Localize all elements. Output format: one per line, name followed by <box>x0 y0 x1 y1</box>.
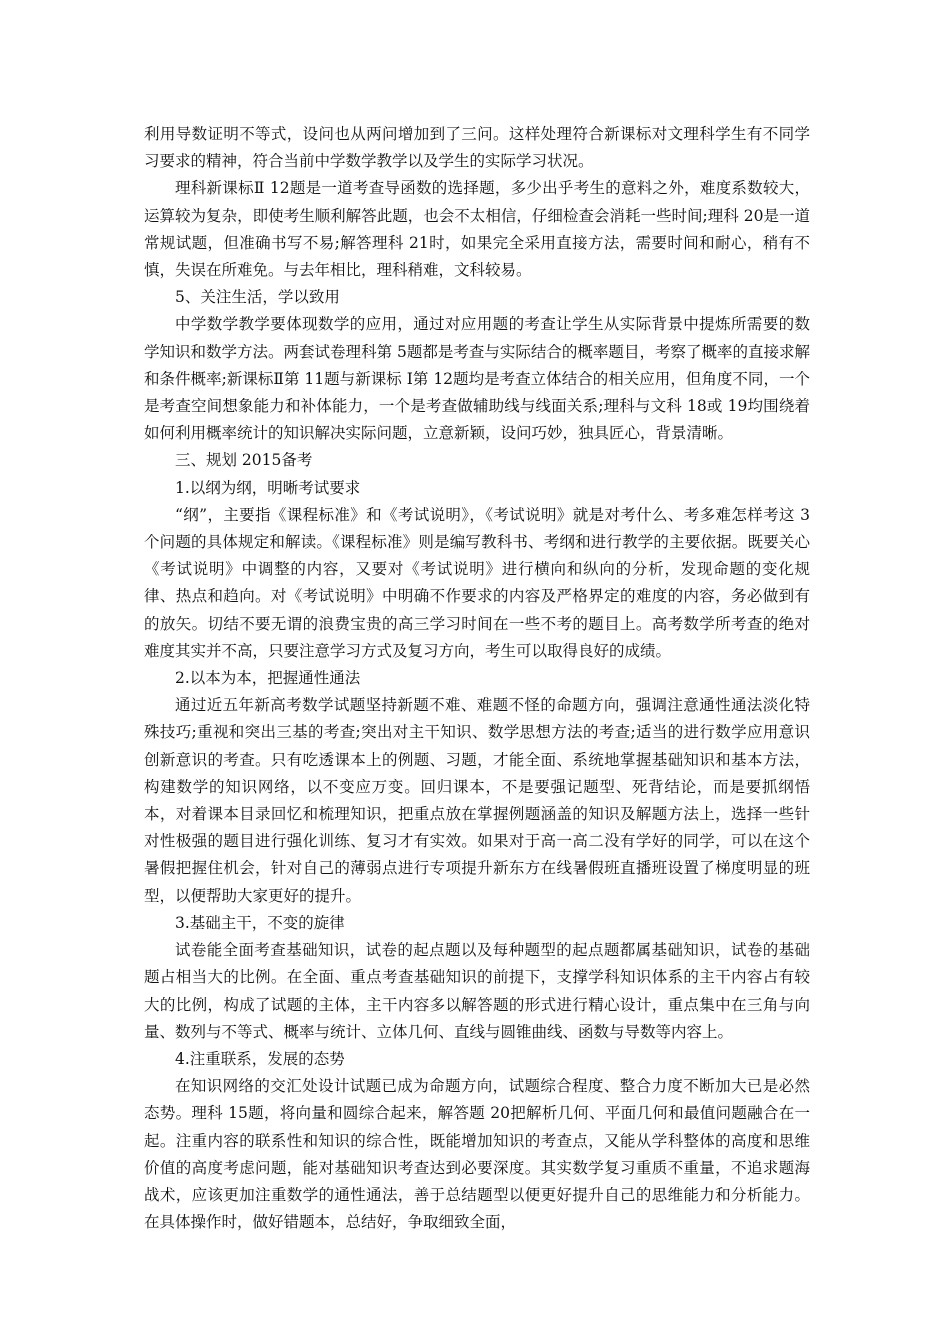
body-paragraph: 试卷能全面考查基础知识，试卷的起点题以及每种题型的起点题都属基础知识，试卷的基础题占相当大的比例。在全面、重点考查基础知识的前提下，支撑学科知识体系的主干内容占有较大的比例，构成了试题的主体，主干内容多以解答题的形式进行精心设计，重点集中在三角与向量、数列与不等式、概率与统计、立体几何、直线与圆锥曲线、函数与导数等内容上。 <box>144 941 810 1041</box>
body-paragraph: 利用导数证明不等式，设问也从两问增加到了三问。这样处理符合新课标对文理科学生有不同学习要求的精神，符合当前中学数学教学以及学生的实际学习状况。 <box>144 125 810 171</box>
body-paragraph: “纲”，主要指《课程标准》和《考试说明》，《考试说明》就是对考什么、考多难怎样考这 3个问题的具体规定和解读。《课程标准》则是编写教科书、考纲和进行教学的主要依据。既要关心《考试说明》中调整的内容，又要对《考试说明》进行横向和纵向的分析，发现命题的变化规律、热点和趋向。对《考试说明》中明确不作要求的内容及严格界定的难度的内容，务必做到有的放矢。切结不要无谓的浪费宝贵的高三学习时间在一些不考的题目上。高考数学所考查的绝对难度其实并不高，只要注意学习方式及复习方向，考生可以取得良好的成绩。 <box>144 505 810 660</box>
body-paragraph: 中学数学教学要体现数学的应用，通过对应用题的考查让学生从实际背景中提炼所需要的数学知识和数学方法。两套试卷理科第 5题都是考查与实际结合的概率题目，考察了概率的直接求解和条件概率;新课标Ⅱ第 11题与新课标 I第 12题均是考查立体结合的相关应用，但角度不同，一个是考查空间想象能力和补体能力，一个是考查做辅助线与线面关系;理科与文科 18或 19均围绕着如何利用概率统计的知识解决实际问题，立意新颖，设问巧妙，独具匠心，背景清晰。 <box>144 315 810 443</box>
section-heading: 2.以本为本，把握通性通法 <box>175 669 361 688</box>
section-heading: 4.注重联系，发展的态势 <box>175 1049 345 1068</box>
body-paragraph: 理科新课标Ⅱ 12题是一道考查导函数的选择题，多少出乎考生的意料之外，难度系数较大，运算较为复杂，即使考生顺利解答此题，也会不太相信，仔细检查会消耗一些时间;理科 20是一道常规试题，但准确书写不易;解答理科 21时，如果完全采用直接方法，需要时间和耐心，稍有不慎，失误在所难免。与去年相比，理科稍难，文科较易。 <box>144 179 810 280</box>
section-heading: 3.基础主干，不变的旋律 <box>175 913 345 932</box>
document-page <box>144 121 810 1236</box>
section-heading: 1.以纲为纲，明晰考试要求 <box>175 478 361 497</box>
section-heading: 三、规划 2015备考 <box>175 451 313 470</box>
body-paragraph: 在知识网络的交汇处设计试题已成为命题方向，试题综合程度、整合力度不断加大已是必然态势。理科 15题，将向量和圆综合起来，解答题 20把解析几何、平面几何和最值问题融合在一起。注重内容的联系性和知识的综合性，既能增加知识的考查点，又能从学科整体的高度和思维价值的高度考虑问题，能对基础知识考查达到必要深度。其实数学复习重质不重量，不追求题海战术，应该更加注重数学的通性通法，善于总结题型以便更好提升自己的思维能力和分析能力。在具体操作时，做好错题本，总结好，争取细致全面， <box>144 1077 810 1232</box>
body-paragraph: 通过近五年新高考数学试题坚持新题不难、难题不怪的命题方向，强调注意通性通法淡化特殊技巧;重视和突出三基的考查;突出对主干知识、数学思想方法的考查;适当的进行数学应用意识创新意识的考查。只有吃透课本上的例题、习题，才能全面、系统地掌握基础知识和基本方法，构建数学的知识网络，以不变应万变。回归课本，不是要强记题型、死背结论，而是要抓纲悟本，对着课本目录回忆和梳理知识，把重点放在掌握例题涵盖的知识及解题方法上，选择一些针对性极强的题目进行强化训练、复习才有实效。如果对于高一高二没有学好的同学，可以在这个暑假把握住机会，针对自己的薄弱点进行专项提升新东方在线暑假班直播班设置了梯度明显的班型，以便帮助大家更好的提升。 <box>144 696 810 905</box>
section-heading: 5、关注生活，学以致用 <box>175 288 340 307</box>
